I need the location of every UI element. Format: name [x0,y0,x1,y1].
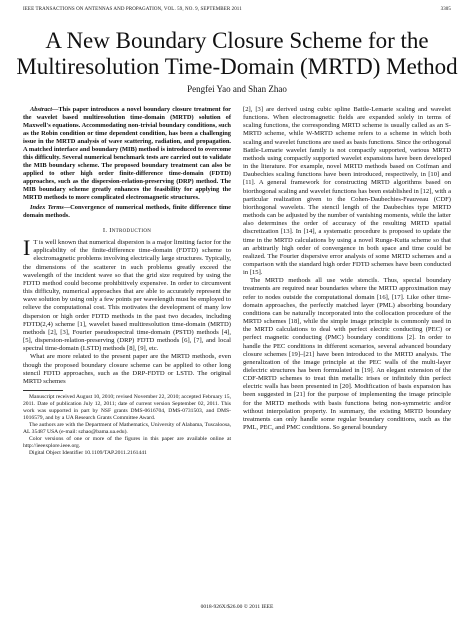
paper-title: A New Boundary Closure Scheme for the Multiresolution Time-Domain (MRTD) Method [16,28,458,79]
drop-cap: I [23,235,31,261]
left-column [23,106,231,457]
footnote-divider [23,390,63,391]
page-number: 3305 [440,7,451,12]
author-list: Pengfei Yao and Shan Zhao [187,84,287,94]
index-terms-label: Index Terms— [30,204,71,211]
footnote-doi: Digital Object Identifier 10.1109/TAP.2011.2161441 [29,449,147,456]
footnote-manuscript: Manuscript received August 10, 2010; revised November 22, 2010; accepted February 15, 2011. Date of publication July 12, 2011; date of current version September 02, 2011. This work was supported in part by NSF grants DMS-0616704, DMS-0731503, and DMS-1016579, and by a UA Research Grants Committee Award. [23,393,231,421]
abstract-label: Abstract— [30,106,59,113]
footnotes [23,394,231,457]
body-paragraph-2: The MRTD methods all use wide stencils. Thus, special boundary treatments are required near boundaries where the MRTD approximation may refer to nodes outside the computational domain [16], [17]. Like other time-domain approaches, the perfectly matched layer (PML) absorbing boundary conditions can be naturally incorporated into the collocation procedure of the MRTD schemes [18], while the simple image principle is commonly used in the MRTD calculations to deal with perfect electric conducting (PEC) or perfect magnetic conducting (PMC) boundary conditions [2]. In order to handle the PEC conditions in different scenarios, several advanced boundary closure schemes [19]–[21] have been introduced to the MRTD analysis. The generalization of the image principle at the PEC walls of the multi-layer dielectric structures has been formulated in [19]. An elegant extension of the CDF-MRTD schemes to treat thin metallic irises or infinitely thin perfect electric walls has been presented in [20]. Modification of basis expansion has been suggested in [21] for the purpose of implementing the image principle for the MRTD methods with basis functions being non-symmetric and/or without interpolation property. In summary, the existing MRTD boundary treatments can only handle some regular boundary conditions, such as the PML, PEC, and PMC conditions. So general boundary [243,277,451,432]
intro-text-1: T is well known that numerical dispersion is a major limiting factor for the applicability of the finite-difference time-domain (FDTD) scheme to electromagnetic problems involving electrically large structures. Typically, the dimensions of the scatterer in such problems greatly exceed the wavelength of the incident wave so that the grid size required by using the FDTD method could become prohibitively expensive. In order to circumvent this difficulty, numerical approaches that are able to accurately represent the wave solution by using only a few points per wavelength must be employed to relieve the computational cost. This motivates the development of many low dispersion or high order FDTD methods in the past two decades, including FDTD(2,4) scheme [1], wavelet based multiresolution time-domain (MRTD) methods [2], [3], Fourier pseudospectral time-domain (PSTD) methods [4], [5], dispersion-relation-preserving (DRP) FDTD methods [6], [7], and local spectral time-domain (LSTD) methods [8], [9], etc. [23,239,231,353]
copyright-footer: 0018-926X/$26.00 © 2011 IEEE [200,604,274,610]
running-header [23,7,451,15]
footnote-affiliation: The authors are with the Department of Mathematics, University of Alabama, Tuscaloosa, AL 35487 USA (e-mail: szhao@bama.ua.edu). [23,421,231,435]
intro-paragraph-1 [23,235,231,353]
right-column [243,106,451,432]
abstract-text: This paper introduces a novel boundary closure treatment for the wavelet based multiresolution time-domain (MRTD) solution of Maxwell's equations. Accommodating non-trivial boundary conditions, such as the Robin condition or time dependent condition, has been a challenging issue in the MRTD analysis of wave scattering, radiation, and propagation. A matched interface and boundary (MIB) method is introduced to overcome this difficulty. Several numerical benchmark tests are carried out to validate the MIB boundary scheme. The proposed boundary treatment can also be applied to other high order finite-difference time-domain (FDTD) approaches, such as the dispersion-relation-preserving (DRP) method. The MIB boundary scheme greatly enhances the feasibility for applying the MRTD methods to more complicated electromagnetic structures. [23,106,231,201]
journal-name: IEEE TRANSACTIONS ON ANTENNAS AND PROPAGATION, VOL. 59, NO. 9, SEPTEMBER 2011 [23,7,242,12]
index-terms-text: Convergence of numerical methods, finite difference time domain methods. [23,204,232,219]
section-heading: I. Introduction [102,227,152,234]
index-terms [23,204,231,220]
body-paragraph-1: [2], [3] are derived using cubic spline Battle-Lemarie scaling and wavelet functions. When electromagnetic fields are expanded solely in terms of scaling functions, the corresponding MRTD scheme is usually called as an S-MRTD scheme, while W-MRTD scheme refers to a scheme in which both scaling and wavelet functions are used as basis functions. Since the orthogonal Battle-Lemarie wavelet family is not compactly supported, various MRTD methods using compactly supported wavelet expansions have been developed in the literature. For example, novel MRTD methods based on Coifman and Daubechies scaling functions have been introduced, respectively, in [10] and [11]. A general framework for constructing MRTD algorithms based on biorthogonal scaling and wavelet functions has been established in [12], with a particular realization given to the Cohen-Daubechies-Feauveau (CDF) biorthogonal wavelets. The stencil length of the Daubechies type MRTD methods can be adjusted by the number of vanishing moments, while the latter also determines the order of accuracy of the resulting MRTD spatial discretization [13]. In [14], a systematic procedure is proposed to update the time in the MRTD calculations by using a novel Runge-Kutta scheme so that an arbitrarily high order of convergence in both space and time could be realized. The Fourier dispersive error analysis of some MRTD schemes and a comparison with the standard high order FDTD schemes have been conducted in [15]. [243,106,452,277]
intro-paragraph-2: What are more related to the present paper are the MRTD methods, even though the proposed boundary closure scheme can be applied to other long stencil FDTD approaches, such as the DRP-FDTD or LSTD. The original MRTD schemes [23,353,231,385]
footnote-color: Color versions of one or more of the figures in this paper are available online at http://ieeexplore.ieee.org. [23,435,231,449]
abstract [23,106,231,202]
